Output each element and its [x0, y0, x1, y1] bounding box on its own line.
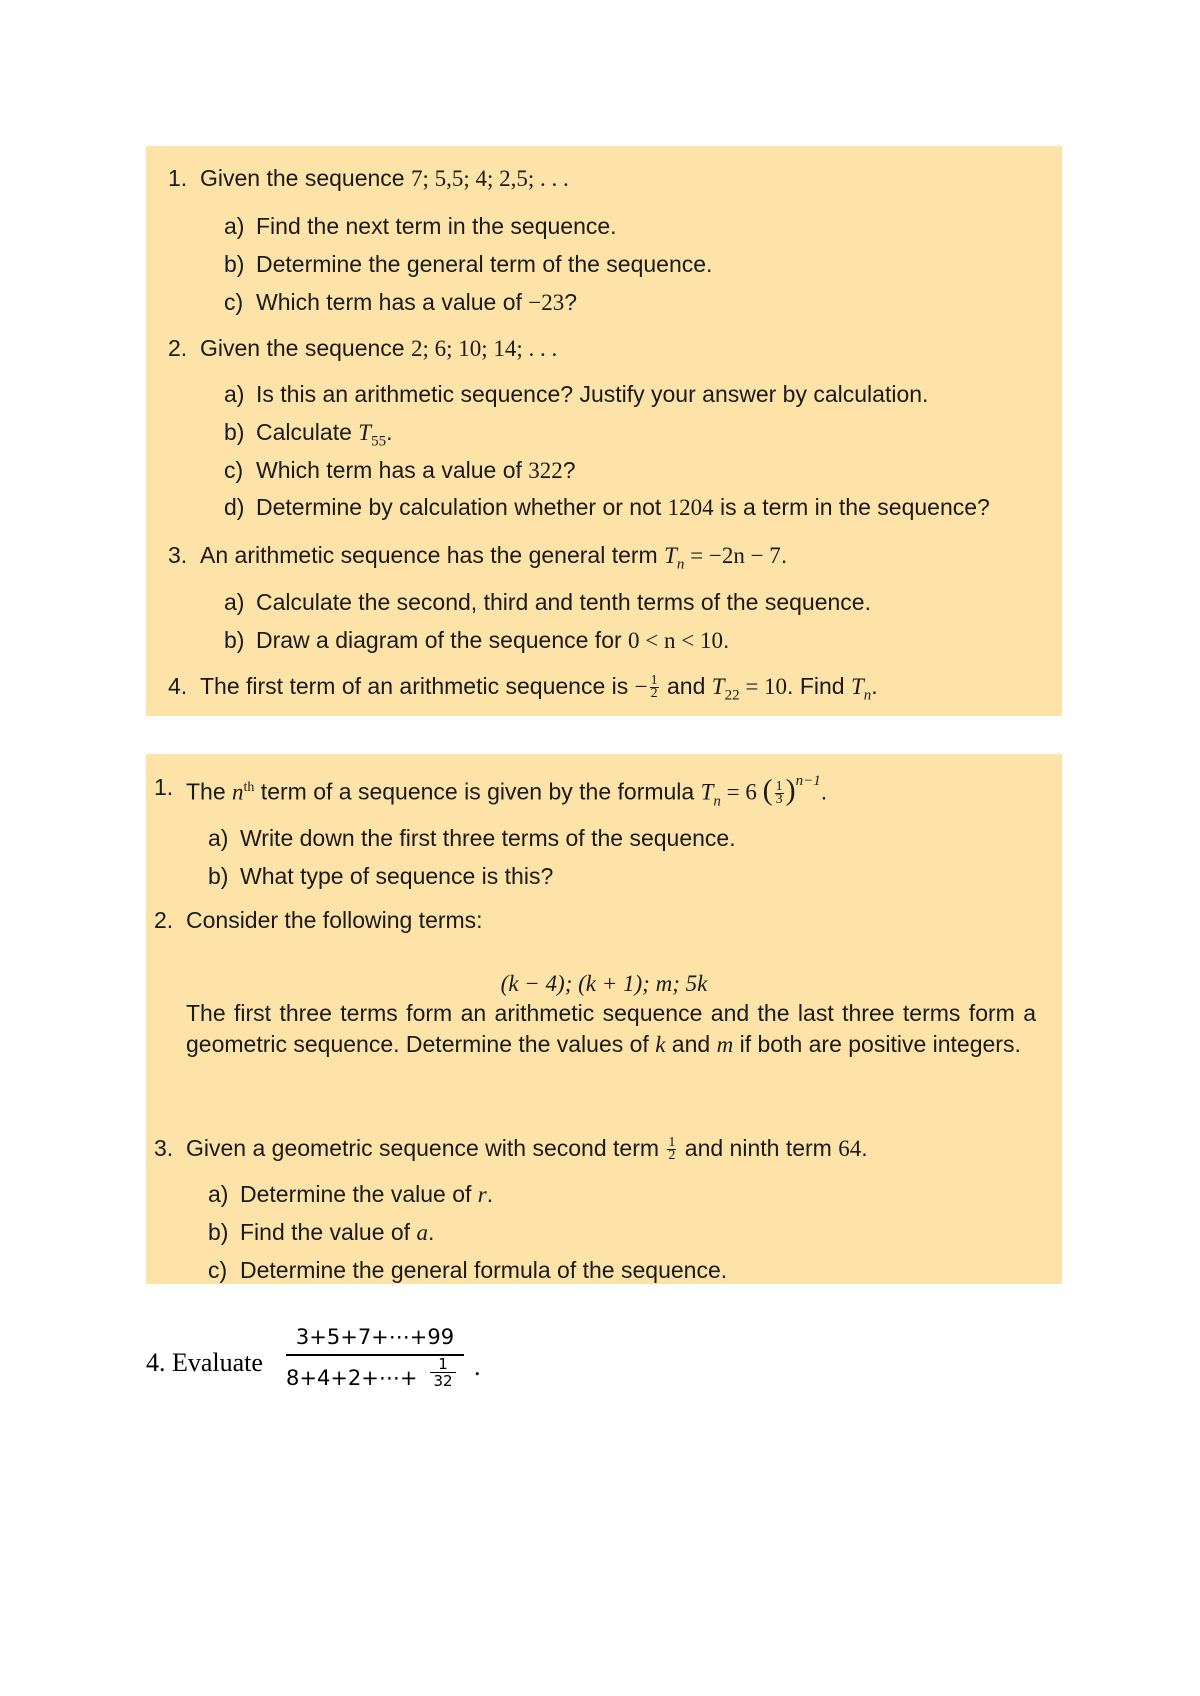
question-text: Given the sequence 7; 5,5; 4; 2,5; . . .	[200, 165, 569, 191]
sequence-expr: 2; 6; 10; 14; . . .	[410, 336, 558, 361]
fraction-denominator: 8+4+2+⋯+ $\frac{1}{32}$	[286, 1356, 464, 1400]
fraction: $\frac{1}{2}$	[650, 673, 658, 702]
display-equation: (k − 4); (k + 1); m; 5k	[500, 971, 708, 996]
sum-fraction	[286, 1320, 464, 1400]
fraction: $\frac{1}{2}$	[668, 1135, 676, 1164]
question-number: 1.	[168, 165, 188, 191]
sequence-expr: 7; 5,5; 4; 2,5; . . .	[410, 166, 569, 191]
evaluate-label: 4. Evaluate	[146, 1348, 263, 1377]
exercise-box-arithmetic: 1. Given the sequence 7; 5,5; 4; 2,5; . . . a) Find the next term in the sequence. b) Determine the general term of the sequence. c) Which term has a value of −23? 2. Given the sequence 2; 6; 10; 14; . . . a) Is this an arithmetic sequence? Justify your answer by calculation. b) Calculate $T_{55}$. c) Which term has a value of 322? d) Determine by calculation whether or not 1204 is a term in the sequence? 3. An arithmetic sequence has the general term $T_n = -2n - 7$. a) Calculate the second, third and tenth terms of the sequence. b) Draw a diagram of the sequence for 0 < n < 10. 4. The first term of an arithmetic sequence is − $\frac{1}{2}$ and $T_{22} = 10$. Find $T_n$.	[146, 146, 1062, 716]
fraction: $\frac{1}{3}$	[775, 779, 783, 808]
question-2-paragraph: The first three terms form an arithmetic sequence and the last three terms form a geometric sequence. Determine the values of k and m if both are positive integers.	[186, 1000, 1036, 1057]
small-fraction: $\frac{1}{32}$	[430, 1356, 456, 1389]
exercise-box-geometric: 1. The $n^{th}$ term of a sequence is given by the formula $T_n = 6$ ( $\frac{1}{3}$ )$^{n-1}$. a) Write down the first three terms of the sequence. b) What type of sequence is this? 2. Consider the following terms: (k − 4); (k + 1); m; 5k The first three terms form an arithmetic sequence and the last three terms form a geometric sequence. Determine the values of k and m if both are positive integers. 3. Given a geometric sequence with second term $\frac{1}{2}$ and ninth term 64. a) Determine the value of r. b) Find the value of a. c) Determine the general formula of the sequence.	[146, 754, 1062, 1284]
fraction-numerator: 3+5+7+⋯+99	[295, 1325, 455, 1349]
